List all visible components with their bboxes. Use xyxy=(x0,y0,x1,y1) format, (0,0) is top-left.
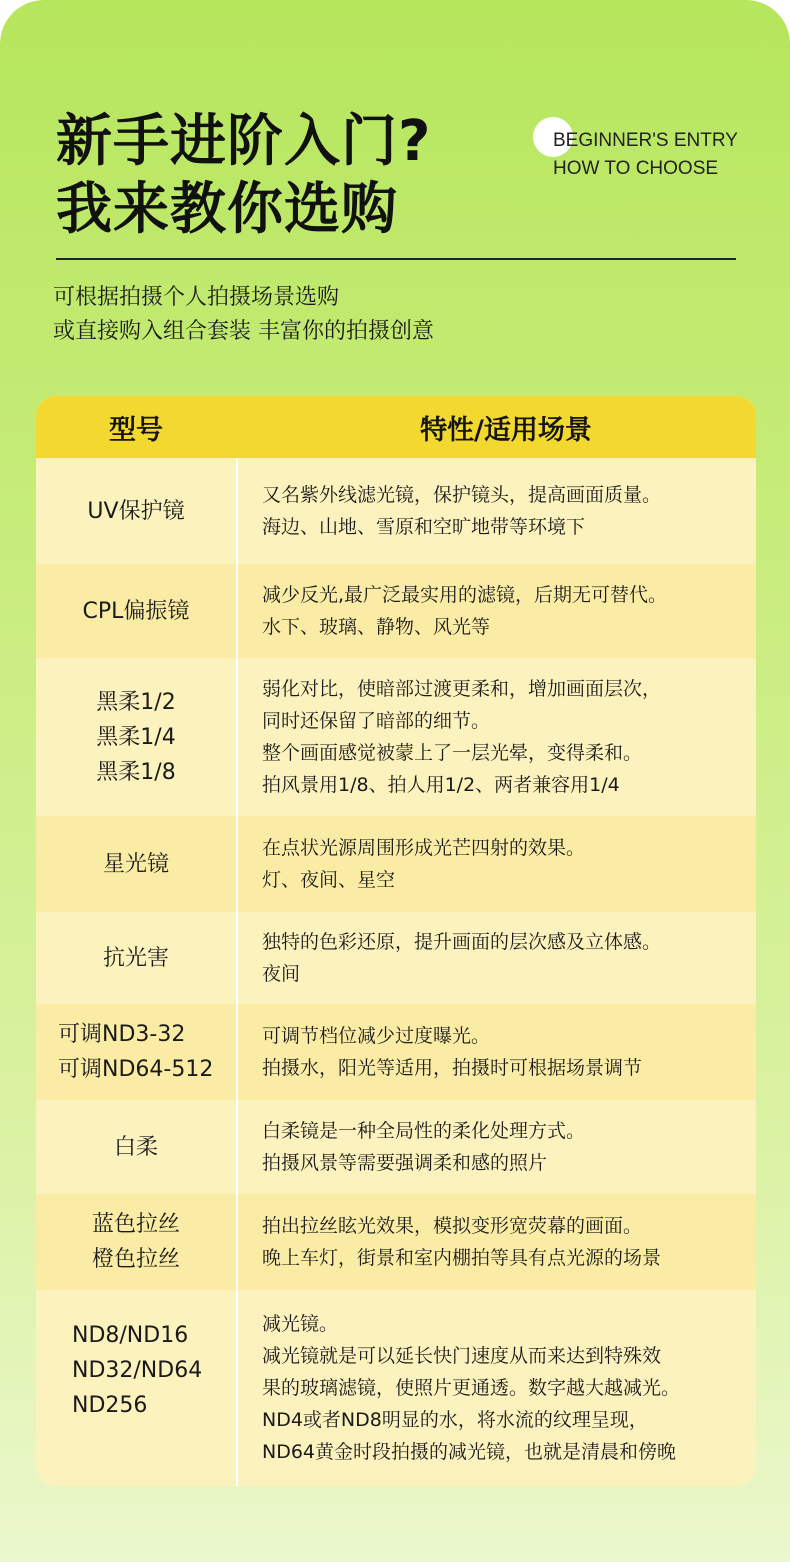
model-name: 可调ND3-32 xyxy=(58,1022,186,1047)
description-line: 弱化对比，使暗部过渡更柔和，增加画面层次， xyxy=(262,678,662,700)
table-header xyxy=(36,396,756,458)
table-row xyxy=(36,1290,756,1486)
description-line: 可调节档位减少过度曝光。 xyxy=(262,1025,491,1047)
description-cell xyxy=(262,1290,752,1486)
english-line-2: HOW TO CHOOSE xyxy=(553,158,719,179)
description-cell xyxy=(262,564,752,658)
table-row xyxy=(36,816,756,912)
model-cell xyxy=(36,658,236,816)
model-name: 黑柔1/2 xyxy=(96,689,176,715)
column-header-model: 型号 xyxy=(109,415,163,446)
table-row xyxy=(36,564,756,658)
table-row xyxy=(36,912,756,1004)
title-line-2: 我来教你选购 xyxy=(56,177,398,242)
description-line: ND64黄金时段拍摄的减光镜，也就是清晨和傍晚 xyxy=(262,1441,677,1463)
model-name: ND32/ND64 xyxy=(72,1358,203,1383)
table-row xyxy=(36,1004,756,1100)
model-cell xyxy=(36,1194,236,1290)
model-name: UV保护镜 xyxy=(87,498,185,524)
description-line: 减光镜。 xyxy=(262,1313,339,1335)
table-row xyxy=(36,658,756,816)
description-line: 水下、玻璃、静物、风光等 xyxy=(262,616,491,638)
model-name: 蓝色拉丝 xyxy=(91,1212,180,1237)
title-line-1: 新手进阶入门? xyxy=(56,109,432,174)
description-cell xyxy=(262,1004,752,1100)
model-name: 黑柔1/8 xyxy=(96,759,176,785)
subtitle xyxy=(53,281,434,349)
description-line: 拍风景用1/8、拍人用1/2、两者兼容用1/4 xyxy=(262,774,620,796)
description-line: ND4或者ND8明显的水，将水流的纹理呈现， xyxy=(262,1409,648,1431)
model-name: 可调ND64-512 xyxy=(58,1057,214,1082)
model-name: 黑柔1/4 xyxy=(96,724,176,750)
description-line: 海边、山地、雪原和空旷地带等环境下 xyxy=(262,516,586,538)
table-row xyxy=(36,1194,756,1290)
description-line: 在点状光源周围形成光芒四射的效果。 xyxy=(262,837,586,859)
column-header-feature: 特性/适用场景 xyxy=(420,415,592,446)
page-title xyxy=(56,108,431,244)
description-line: 同时还保留了暗部的细节。 xyxy=(262,710,491,732)
description-cell xyxy=(262,458,752,564)
model-cell xyxy=(36,458,236,564)
description-line: 整个画面感觉被蒙上了一层光晕，变得柔和。 xyxy=(262,742,643,764)
subtitle-line-1: 可根据拍摄个人拍摄场景选购 xyxy=(53,285,340,310)
model-name: 星光镜 xyxy=(102,851,169,877)
column-divider xyxy=(236,458,238,1486)
description-line: 拍出拉丝眩光效果，模拟变形宽荧幕的画面。 xyxy=(262,1215,643,1237)
description-line: 又名紫外线滤光镜，保护镜头，提高画面质量。 xyxy=(262,484,662,506)
model-name: 橙色拉丝 xyxy=(91,1247,180,1272)
description-line: 果的玻璃滤镜，使照片更通透。数字越大越减光。 xyxy=(262,1377,681,1399)
description-line: 灯、夜间、星空 xyxy=(262,869,396,891)
description-line: 夜间 xyxy=(262,963,301,985)
table-row xyxy=(36,458,756,564)
description-line: 晚上车灯，街景和室内棚拍等具有点光源的场景 xyxy=(262,1247,662,1269)
model-name: ND256 xyxy=(72,1393,148,1418)
description-line: 白柔镜是一种全局性的柔化处理方式。 xyxy=(262,1120,586,1142)
model-cell xyxy=(36,912,236,1004)
description-cell xyxy=(262,1194,752,1290)
model-cell xyxy=(36,1100,236,1194)
description-line: 拍摄水，阳光等适用，拍摄时可根据场景调节 xyxy=(262,1057,643,1079)
description-line: 减光镜就是可以延长快门速度从而来达到特殊效 xyxy=(262,1345,662,1367)
model-cell xyxy=(36,1004,236,1100)
model-cell xyxy=(36,564,236,658)
description-cell xyxy=(262,912,752,1004)
model-name: 白柔 xyxy=(113,1134,158,1160)
model-name: ND8/ND16 xyxy=(72,1323,189,1348)
english-line-1: BEGINNER'S ENTRY xyxy=(553,130,738,151)
description-cell xyxy=(262,1100,752,1194)
model-name: CPL偏振镜 xyxy=(82,598,190,624)
description-cell xyxy=(262,816,752,912)
model-cell xyxy=(36,1290,236,1486)
subtitle-line-2: 或直接购入组合套装 丰富你的拍摄创意 xyxy=(53,319,434,344)
english-caption xyxy=(553,127,738,183)
model-name: 抗光害 xyxy=(102,945,169,971)
filter-table xyxy=(36,396,756,1486)
model-cell xyxy=(36,816,236,912)
description-line: 独特的色彩还原，提升画面的层次感及立体感。 xyxy=(262,931,662,953)
description-cell xyxy=(262,658,752,816)
table-row xyxy=(36,1100,756,1194)
description-line: 拍摄风景等需要强调柔和感的照片 xyxy=(262,1152,548,1174)
header-divider xyxy=(56,258,736,260)
description-line: 减少反光,最广泛最实用的滤镜，后期无可替代。 xyxy=(262,584,668,606)
